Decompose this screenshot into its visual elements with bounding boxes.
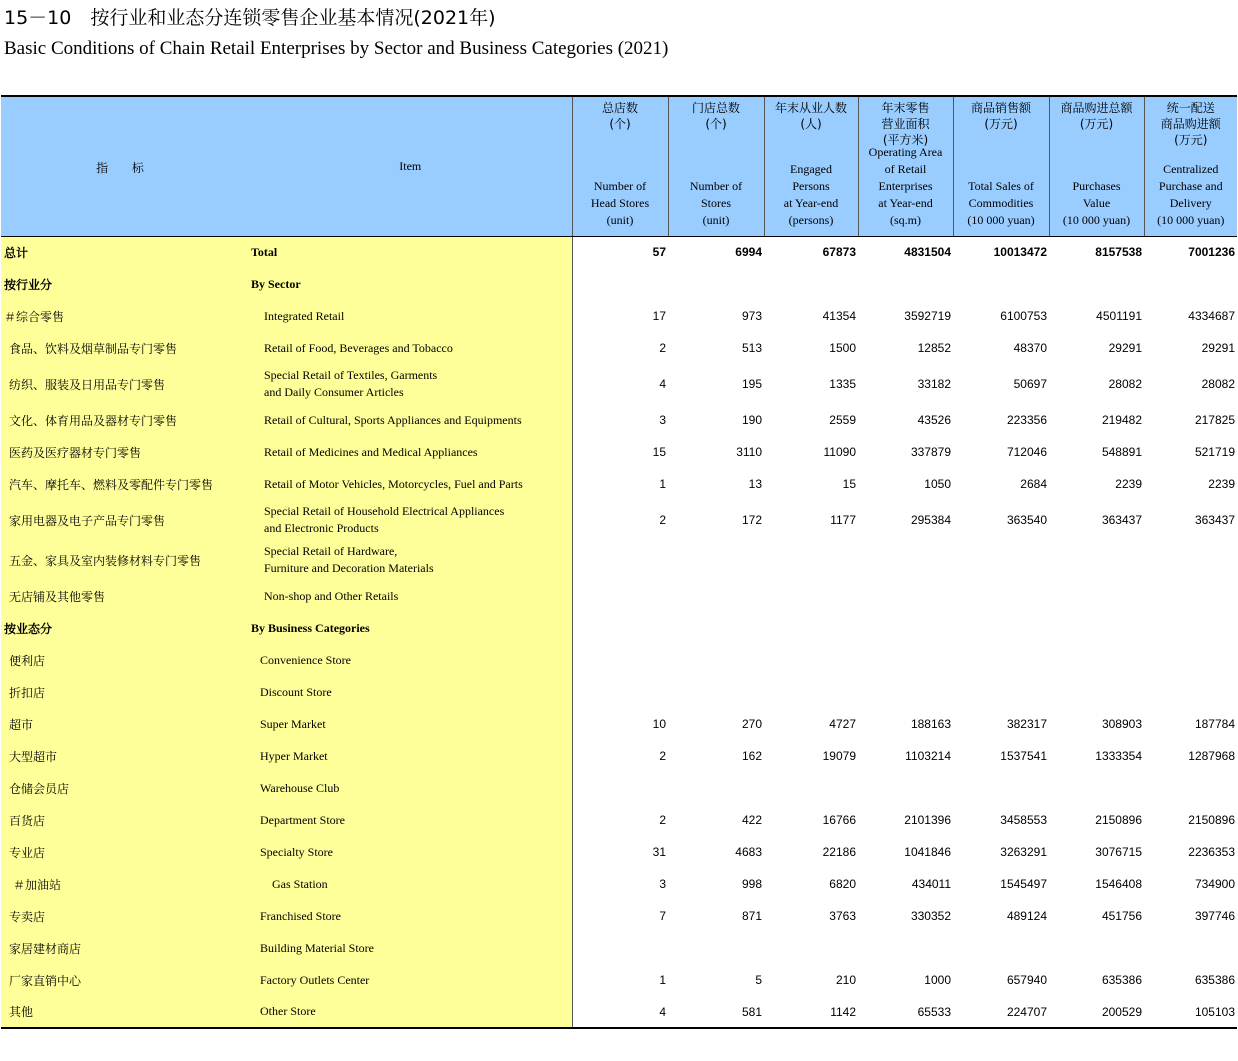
table-cell: 15	[652, 445, 666, 459]
row-label-cn: 专卖店	[1, 900, 249, 932]
table-cell	[572, 540, 668, 580]
table-cell: 635386	[1194, 973, 1235, 987]
table-cell	[953, 772, 1049, 804]
table-cell	[572, 772, 668, 804]
table-cell	[764, 540, 858, 580]
table-row	[1, 468, 1237, 500]
table-cell: 1050	[924, 477, 951, 491]
table-cell: 16766	[822, 813, 856, 827]
indicator-column-header	[1, 96, 249, 236]
column-header-en: Centralized Purchase and Delivery (10 000 yuan)	[1157, 162, 1225, 227]
table-cell: 1537541	[1000, 749, 1047, 763]
row-label-en: Retail of Food, Beverages and Tobacco	[249, 332, 572, 364]
table-cell: 1000	[924, 973, 951, 987]
row-label-en: Special Retail of Hardware, Furniture and Decoration Materials	[249, 540, 572, 580]
row-label-cn: 专业店	[1, 836, 249, 868]
table-cell: 200529	[1049, 996, 1144, 1028]
table-cell: 2	[659, 813, 666, 827]
row-label-cn: 总计	[1, 236, 249, 268]
row-label-cn: 按业态分	[1, 612, 249, 644]
column-header-en: Total Sales of Commodities (10 000 yuan)	[967, 179, 1035, 227]
table-cell	[858, 540, 953, 580]
table-cell	[668, 676, 764, 708]
table-cell: 382317	[1006, 717, 1047, 731]
table-cell: 57	[652, 245, 666, 260]
row-label-en: Special Retail of Textiles, Garments and Daily Consumer Articles	[249, 364, 572, 404]
table-cell: 3	[659, 877, 666, 891]
table-cell	[1144, 268, 1237, 300]
table-cell: 3110	[736, 445, 762, 459]
table-cell: 33182	[917, 377, 951, 391]
row-label-cn: 百货店	[1, 804, 249, 836]
table-cell: 4	[572, 996, 668, 1028]
table-cell: 2	[659, 513, 666, 527]
column-header-en: Number of Head Stores (unit)	[590, 179, 650, 227]
table-cell: 308903	[1101, 717, 1142, 731]
table-cell: 998	[741, 877, 762, 891]
table-cell: 3	[659, 413, 666, 427]
table-row	[1, 900, 1237, 932]
table-cell	[1144, 772, 1237, 804]
table-cell: 2	[659, 341, 666, 355]
indicator-label: 指 标	[96, 161, 154, 175]
table-row	[1, 332, 1237, 364]
row-label-cn: ＃加油站	[1, 868, 249, 900]
table-cell: 3458553	[1000, 813, 1047, 827]
row-label-en: Building Material Store	[249, 932, 572, 964]
row-label-en: Convenience Store	[249, 644, 572, 676]
column-header	[858, 96, 953, 236]
column-header-cn: 商品购进总额 (万元)	[1060, 101, 1133, 131]
table-cell	[668, 580, 764, 612]
table-cell: 28082	[1201, 377, 1235, 391]
table-header	[1, 96, 1237, 236]
table-row	[1, 708, 1237, 740]
row-label-en: Specialty Store	[249, 836, 572, 868]
table-cell	[572, 644, 668, 676]
table-cell: 422	[741, 813, 762, 827]
table-cell	[953, 268, 1049, 300]
table-row	[1, 804, 1237, 836]
table-body	[1, 236, 1237, 1028]
table-cell: 330352	[910, 909, 951, 923]
table-cell: 29291	[1201, 341, 1235, 355]
row-label-en: Special Retail of Household Electrical Appliances and Electronic Products	[249, 500, 572, 540]
table-cell	[572, 612, 668, 644]
table-cell: 1	[659, 477, 666, 491]
table-cell	[1049, 540, 1144, 580]
table-cell: 10	[652, 717, 666, 731]
row-label-cn: 医药及医疗器材专门零售	[1, 436, 249, 468]
table-cell: 1177	[830, 513, 856, 527]
table-cell: 1103214	[905, 749, 951, 763]
column-header-en: Purchases Value (10 000 yuan)	[1062, 179, 1131, 227]
table-cell: 195	[741, 377, 762, 391]
table-cell	[1144, 644, 1237, 676]
table-cell: 1041846	[904, 845, 951, 859]
table-cell: 3763	[829, 909, 856, 923]
table-cell	[858, 612, 953, 644]
row-label-en: By Business Categories	[249, 612, 572, 644]
table-cell	[668, 268, 764, 300]
table-row	[1, 964, 1237, 996]
table-cell	[1049, 772, 1144, 804]
table-cell	[668, 772, 764, 804]
table-cell	[764, 268, 858, 300]
row-label-cn: 便利店	[1, 644, 249, 676]
table-row	[1, 868, 1237, 900]
table-cell: 489124	[1006, 909, 1047, 923]
row-label-en: Gas Station	[249, 868, 572, 900]
table-cell	[668, 644, 764, 676]
table-cell: 3076715	[1095, 845, 1142, 859]
table-cell: 50697	[1013, 377, 1047, 391]
table-cell: 31	[652, 845, 666, 859]
table-cell: 2	[659, 749, 666, 763]
table-row	[1, 740, 1237, 772]
row-label-en: Discount Store	[249, 676, 572, 708]
table-cell	[1144, 612, 1237, 644]
table-cell	[764, 580, 858, 612]
column-header	[572, 96, 668, 236]
item-column-header	[249, 96, 572, 236]
table-cell: 65533	[858, 996, 953, 1028]
table-cell: 295384	[910, 513, 951, 527]
table-cell: 363437	[1101, 513, 1142, 527]
column-header-cn: 商品销售额 (万元)	[970, 101, 1031, 131]
table-cell	[1049, 644, 1144, 676]
row-label-cn: 汽车、摩托车、燃料及零配件专门零售	[1, 468, 249, 500]
table-row	[1, 540, 1237, 580]
table-cell: 397746	[1194, 909, 1235, 923]
table-cell	[953, 580, 1049, 612]
table-cell: 871	[741, 909, 762, 923]
table-cell: 12852	[917, 341, 951, 355]
table-cell: 4683	[735, 845, 762, 859]
table-cell: 7	[659, 909, 666, 923]
table-cell	[572, 676, 668, 708]
table-cell	[764, 644, 858, 676]
table-cell: 4831504	[904, 245, 951, 260]
page-title: 15－10 按行业和业态分连锁零售企业基本情况(2021年)	[4, 7, 496, 29]
statistics-table	[1, 95, 1237, 1029]
row-label-en: Total	[249, 236, 572, 268]
column-header-cn: 统一配送 商品购进额 (万元)	[1160, 101, 1221, 147]
table-cell: 2236353	[1188, 845, 1235, 859]
row-label-en: Factory Outlets Center	[249, 964, 572, 996]
table-cell: 734900	[1194, 877, 1235, 891]
table-cell	[1049, 676, 1144, 708]
column-header	[668, 96, 764, 236]
table-cell	[572, 932, 668, 964]
row-label-cn: 其他	[1, 996, 249, 1028]
row-label-cn: 食品、饮料及烟草制品专门零售	[1, 332, 249, 364]
table-row	[1, 436, 1237, 468]
row-label-cn: 纺织、服装及日用品专门零售	[1, 364, 249, 404]
row-label-en: Other Store	[249, 996, 572, 1028]
row-label-en: Integrated Retail	[249, 300, 572, 332]
row-label-en: Non-shop and Other Retails	[249, 580, 572, 612]
table-cell: 1287968	[1188, 749, 1235, 763]
row-label-en: Retail of Cultural, Sports Appliances and Equipments	[249, 404, 572, 436]
column-header-en: Operating Area of Retail Enterprises at Year-end (sq.m)	[868, 145, 943, 227]
table-cell: 22186	[822, 845, 856, 859]
table-cell: 105103	[1144, 996, 1237, 1028]
table-cell: 187784	[1194, 717, 1235, 731]
row-label-en: Retail of Medicines and Medical Appliances	[249, 436, 572, 468]
table-cell: 4501191	[1096, 309, 1142, 323]
table-cell	[858, 580, 953, 612]
table-cell	[764, 612, 858, 644]
column-header-en: Engaged Persons at Year-end (persons)	[783, 162, 839, 227]
table-cell: 513	[741, 341, 762, 355]
table-cell	[1144, 580, 1237, 612]
column-header-cn: 门店总数 (个)	[691, 101, 740, 131]
table-cell: 521719	[1194, 445, 1235, 459]
table-cell: 29291	[1108, 341, 1142, 355]
table-cell: 2101396	[904, 813, 951, 827]
row-label-en: Department Store	[249, 804, 572, 836]
table-cell	[953, 540, 1049, 580]
table-cell: 635386	[1101, 973, 1142, 987]
table-cell: 434011	[911, 877, 951, 891]
table-cell	[858, 932, 953, 964]
row-label-cn: 大型超市	[1, 740, 249, 772]
table-cell	[1049, 580, 1144, 612]
row-label-cn: 家用电器及电子产品专门零售	[1, 500, 249, 540]
table-cell	[668, 540, 764, 580]
table-cell: 712046	[1006, 445, 1047, 459]
column-header-cn: 年末零售 营业面积 (平方米)	[881, 101, 930, 147]
table-cell	[572, 580, 668, 612]
table-cell: 2239	[1208, 477, 1235, 491]
table-row	[1, 996, 1237, 1028]
row-label-cn: 按行业分	[1, 268, 249, 300]
table-cell: 190	[741, 413, 762, 427]
table-cell: 4	[659, 377, 666, 391]
table-row	[1, 612, 1237, 644]
table-cell: 219482	[1101, 413, 1142, 427]
row-label-en: Franchised Store	[249, 900, 572, 932]
table-cell	[858, 268, 953, 300]
table-cell: 657940	[1006, 973, 1047, 987]
table-cell	[1144, 540, 1237, 580]
table-cell: 172	[741, 513, 762, 527]
table-cell: 7001236	[1188, 245, 1235, 260]
table-cell	[764, 676, 858, 708]
table-cell	[1049, 612, 1144, 644]
table-cell: 1333354	[1095, 749, 1142, 763]
column-header	[953, 96, 1049, 236]
row-label-cn: 五金、家具及室内装修材料专门零售	[1, 540, 249, 580]
table-cell: 363540	[1006, 513, 1047, 527]
table-cell: 6100753	[1000, 309, 1047, 323]
table-row	[1, 580, 1237, 612]
table-cell: 43526	[917, 413, 951, 427]
table-cell	[953, 644, 1049, 676]
table-row	[1, 500, 1237, 540]
row-label-cn: 无店铺及其他零售	[1, 580, 249, 612]
table-row	[1, 772, 1237, 804]
table-cell	[953, 676, 1049, 708]
table-cell: 1	[659, 973, 666, 987]
table-cell	[764, 932, 858, 964]
table-cell: 1142	[764, 996, 858, 1028]
table-cell	[858, 644, 953, 676]
column-header-en: Number of Stores (unit)	[689, 179, 743, 227]
table-cell: 973	[741, 309, 762, 323]
table-cell: 13	[748, 477, 762, 491]
table-cell	[668, 612, 764, 644]
table-cell: 2239	[1115, 477, 1142, 491]
item-label: Item	[399, 159, 422, 173]
table-cell: 48370	[1013, 341, 1047, 355]
table-cell: 1335	[829, 377, 856, 391]
table-cell	[668, 932, 764, 964]
table-row	[1, 676, 1237, 708]
table-cell: 2559	[829, 413, 856, 427]
row-label-en: By Sector	[249, 268, 572, 300]
column-header	[1049, 96, 1144, 236]
row-label-en: Hyper Market	[249, 740, 572, 772]
table-cell: 11090	[823, 445, 856, 459]
table-cell: 6994	[735, 245, 762, 260]
table-cell: 1500	[829, 341, 856, 355]
table-cell	[858, 772, 953, 804]
table-cell: 217825	[1194, 413, 1235, 427]
table-cell: 581	[668, 996, 764, 1028]
table-cell: 8157538	[1095, 245, 1142, 260]
table-cell: 270	[741, 717, 762, 731]
column-header-cn: 年末从业人数 (人)	[774, 101, 847, 131]
table-cell	[1144, 932, 1237, 964]
row-label-cn: 仓储会员店	[1, 772, 249, 804]
row-label-cn: 厂家直销中心	[1, 964, 249, 996]
table-cell: 6820	[829, 877, 856, 891]
table-cell	[1049, 932, 1144, 964]
table-cell: 337879	[910, 445, 951, 459]
table-cell: 15	[842, 477, 856, 491]
table-row	[1, 404, 1237, 436]
table-cell	[858, 676, 953, 708]
page-subtitle: Basic Conditions of Chain Retail Enterprises by Sector and Business Categories (2021)	[4, 38, 669, 59]
table-cell: 548891	[1101, 445, 1142, 459]
row-label-cn: 折扣店	[1, 676, 249, 708]
table-cell	[953, 932, 1049, 964]
table-cell	[953, 612, 1049, 644]
table-cell: 3592719	[904, 309, 951, 323]
row-label-cn: ＃综合零售	[1, 300, 249, 332]
table-cell	[572, 268, 668, 300]
table-cell	[1144, 676, 1237, 708]
table-row	[1, 236, 1237, 268]
table-row	[1, 364, 1237, 404]
table-cell: 4334687	[1188, 309, 1235, 323]
column-header-cn: 总店数 (个)	[601, 101, 638, 131]
table-cell: 5	[755, 973, 762, 987]
table-cell: 28082	[1108, 377, 1142, 391]
table-cell: 451756	[1101, 909, 1142, 923]
table-cell: 4727	[829, 717, 856, 731]
column-header	[1144, 96, 1237, 236]
column-header	[764, 96, 858, 236]
table-cell: 19079	[822, 749, 856, 763]
table-cell: 2150896	[1188, 813, 1235, 827]
row-label-en: Warehouse Club	[249, 772, 572, 804]
table-cell: 2150896	[1095, 813, 1142, 827]
table-cell: 363437	[1194, 513, 1235, 527]
row-label-cn: 超市	[1, 708, 249, 740]
table-cell: 67873	[822, 245, 856, 260]
table-cell: 223356	[1006, 413, 1047, 427]
table-row	[1, 932, 1237, 964]
row-label-en: Super Market	[249, 708, 572, 740]
table-row	[1, 300, 1237, 332]
table-cell: 1545497	[1000, 877, 1047, 891]
table-cell: 210	[835, 973, 856, 987]
table-cell: 3263291	[1000, 845, 1047, 859]
table-cell: 41354	[822, 309, 856, 323]
table-cell: 224707	[953, 996, 1049, 1028]
table-cell	[764, 772, 858, 804]
table-cell: 10013472	[993, 245, 1047, 260]
row-label-en: Retail of Motor Vehicles, Motorcycles, Fuel and Parts	[249, 468, 572, 500]
row-label-cn: 文化、体育用品及器材专门零售	[1, 404, 249, 436]
table-cell	[1049, 268, 1144, 300]
table-cell: 1546408	[1095, 877, 1142, 891]
table-cell: 188163	[910, 717, 951, 731]
table-row	[1, 836, 1237, 868]
table-cell: 162	[741, 749, 762, 763]
table-cell: 17	[652, 309, 666, 323]
row-label-cn: 家居建材商店	[1, 932, 249, 964]
table-row	[1, 268, 1237, 300]
table-row	[1, 644, 1237, 676]
table-cell: 2684	[1020, 477, 1047, 491]
